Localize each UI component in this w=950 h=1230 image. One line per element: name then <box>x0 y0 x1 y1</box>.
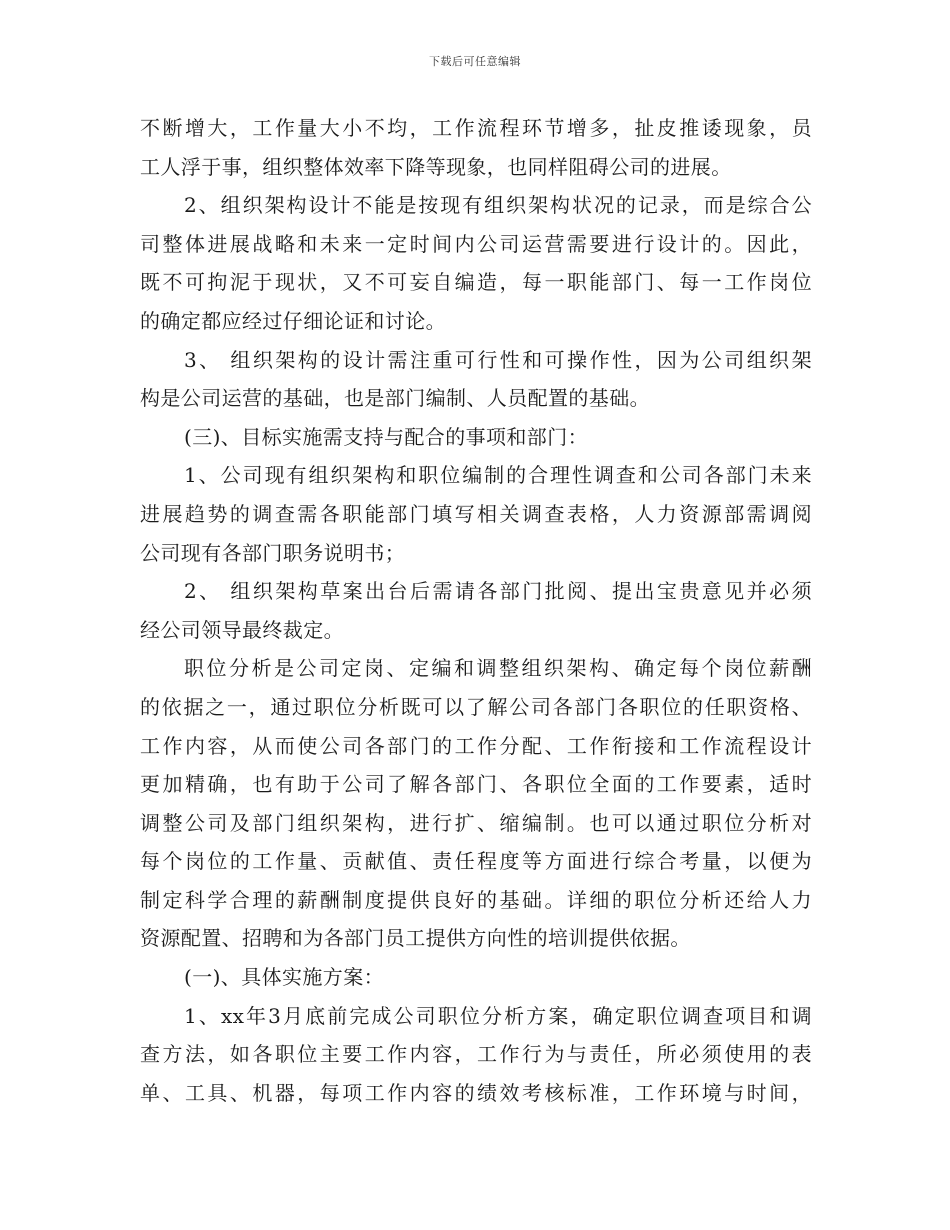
text-line: 经公司领导最终裁定。 <box>140 617 344 642</box>
text-line: 更加精确，也有助于公司了解各部门、各职位全面的工作要素，适时 <box>140 772 812 797</box>
text-line: 2、 组织架构草案出台后需请各部门批阅、提出宝贵意见并必须 <box>184 579 812 604</box>
text-line: 职位分析是公司定岗、定编和调整组织架构、确定每个岗位薪酬 <box>184 656 812 681</box>
text-line: 单、工具、机器，每项工作内容的绩效考核标准，工作环境与时间， <box>140 1080 812 1105</box>
text-line: (三)、目标实施需支持与配合的事项和部门： <box>184 424 589 449</box>
text-line: 查方法，如各职位主要工作内容，工作行为与责任，所必须使用的表 <box>140 1042 812 1067</box>
text-line: 构是公司运营的基础，也是部门编制、人员配置的基础。 <box>140 386 650 411</box>
text-line: (一)、具体实施方案： <box>184 965 385 990</box>
document-body <box>140 109 812 1112</box>
text-line: 工人浮于事，组织整体效率下降等现象，也同样阻碍公司的进展。 <box>140 154 732 179</box>
text-line: 1、公司现有组织架构和职位编制的合理性调查和公司各部门未来 <box>184 463 812 488</box>
text-line: 公司现有各部门职务说明书； <box>140 540 406 565</box>
text-line: 既不可拘泥于现状，又不可妄自编造，每一职能部门、每一工作岗位 <box>140 270 812 295</box>
text-line: 3、 组织架构的设计需注重可行性和可操作性，因为公司组织架 <box>184 347 812 372</box>
text-line: 进展趋势的调查需各职能部门填写相关调查表格，人力资源部需调阅 <box>140 501 812 526</box>
text-line: 不断增大，工作量大小不均，工作流程环节增多，扯皮推诿现象，员 <box>140 116 812 140</box>
text-line: 1、xx年3月底前完成公司职位分析方案，确定职位调查项目和调 <box>184 1003 812 1028</box>
text-line: 司整体进展战略和未来一定时间内公司运营需要进行设计的。因此， <box>140 231 812 256</box>
text-line: 的确定都应经过仔细论证和讨论。 <box>140 308 446 333</box>
text-line: 2、组织架构设计不能是按现有组织架构状况的记录，而是综合公 <box>184 193 812 218</box>
text-line: 资源配置、招聘和为各部门员工提供方向性的培训提供依据。 <box>140 926 691 951</box>
text-line: 每个岗位的工作量、贡献值、责任程度等方面进行综合考量，以便为 <box>140 849 812 874</box>
page-header: 下载后可任意编辑 <box>429 55 521 68</box>
text-line: 调整公司及部门组织架构，进行扩、缩编制。也可以通过职位分析对 <box>140 810 812 835</box>
text-line: 工作内容，从而使公司各部门的工作分配、工作衔接和工作流程设计 <box>140 733 812 758</box>
text-line: 制定科学合理的薪酬制度提供良好的基础。详细的职位分析还给人力 <box>140 887 812 912</box>
text-line: 的依据之一，通过职位分析既可以了解公司各部门各职位的任职资格、 <box>140 694 812 719</box>
